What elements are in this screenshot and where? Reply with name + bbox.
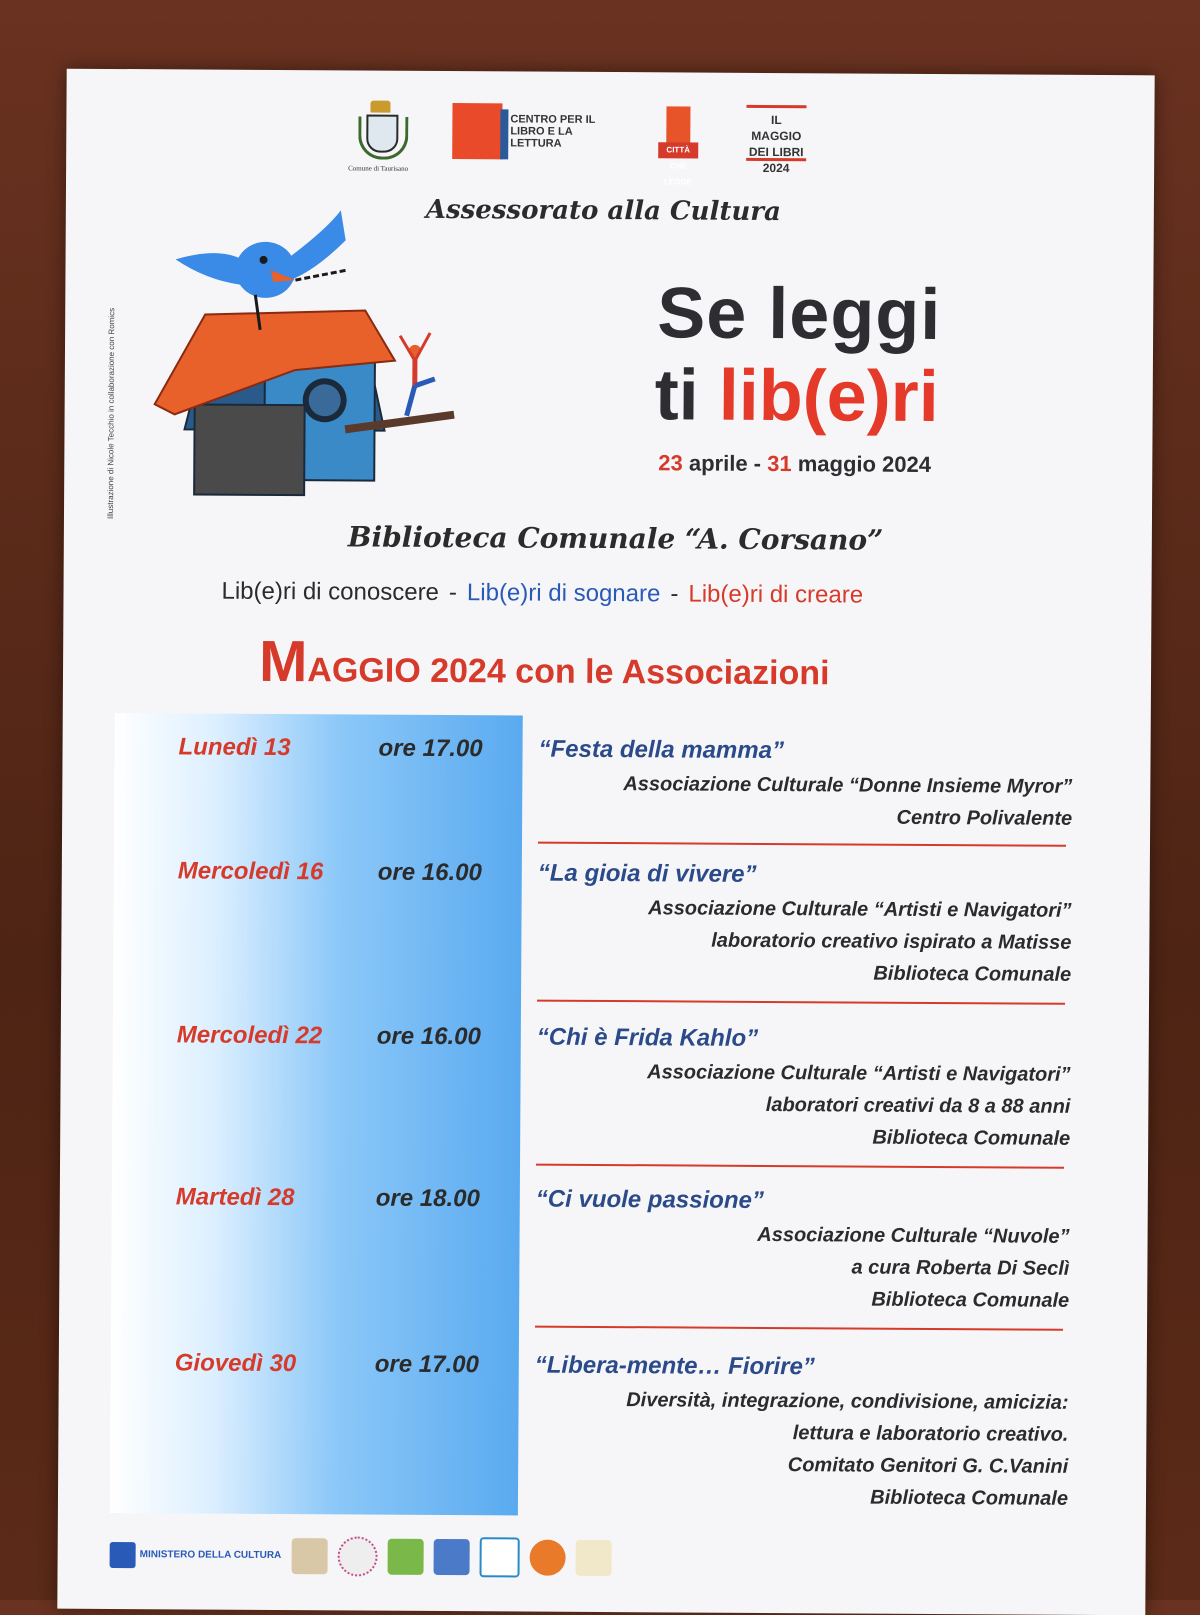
- event-day: Lunedì 13: [178, 733, 290, 762]
- school-logo: [479, 1537, 519, 1577]
- event-divider: [537, 1000, 1065, 1005]
- citta-che-legge-logo: [658, 106, 698, 158]
- tagline-separator: -: [670, 580, 678, 607]
- event-detail-line: a cura Roberta Di Seclì: [757, 1251, 1069, 1285]
- event-detail-line: lettura e laboratorio creativo.: [626, 1416, 1069, 1451]
- biblioteca-logo: [291, 1538, 327, 1574]
- event-detail-line: Diversità, integrazione, condivisione, amicizia:: [626, 1384, 1069, 1419]
- event-divider: [538, 842, 1066, 847]
- event-item: [59, 1349, 1147, 1356]
- assessorato-label: Assessorato alla Cultura: [426, 195, 781, 227]
- heading-initial: M: [259, 629, 308, 694]
- event-detail-line: Comitato Genitori G. C.Vanini: [626, 1448, 1069, 1483]
- comune-crest-logo: [356, 100, 404, 160]
- event-details: [757, 1219, 1070, 1317]
- schedule-blue-panel: [110, 713, 523, 1515]
- event-details: [648, 892, 1072, 991]
- event-day: Mercoledì 22: [177, 1021, 323, 1050]
- donne-insieme-logo: [575, 1540, 611, 1576]
- event-item: [60, 1183, 1148, 1190]
- event-list: [67, 69, 1155, 76]
- event-time: ore 16.00: [377, 1023, 481, 1052]
- date-end-day: 31: [767, 451, 792, 476]
- poster-title-line1: Se leggi: [657, 272, 942, 356]
- event-poster: [57, 69, 1154, 1615]
- event-details: [647, 1056, 1071, 1155]
- partner-logos-top: [356, 100, 806, 163]
- date-start-rest: aprile -: [683, 450, 768, 476]
- heading-rest: AGGIO 2024 con le Associazioni: [307, 651, 829, 692]
- event-detail-line: Associazione Culturale “Artisti e Navigatori”: [647, 1056, 1071, 1091]
- event-divider: [536, 1164, 1064, 1169]
- ministero-text: MINISTERO DELLA CULTURA: [140, 1550, 282, 1561]
- event-details: [626, 1384, 1069, 1515]
- event-detail-line: laboratorio creativo ispirato a Matisse: [648, 924, 1072, 959]
- mic-icon: [110, 1542, 136, 1568]
- citta-logo-text: CITTÀ CHE LEGGE: [658, 142, 698, 158]
- event-day: Mercoledì 16: [178, 857, 324, 886]
- figure-icon: [400, 333, 436, 416]
- association-logo: [433, 1539, 469, 1575]
- event-title: “Ci vuole passione”: [536, 1186, 764, 1215]
- event-title: “La gioia di vivere”: [538, 860, 757, 889]
- date-end-rest: maggio 2024: [792, 451, 932, 477]
- tagline-creare: Lib(e)ri di creare: [688, 580, 863, 608]
- event-day: Giovedì 30: [175, 1349, 297, 1378]
- tower-icon: [658, 106, 698, 158]
- event-item: [61, 1021, 1149, 1028]
- event-time: ore 16.00: [378, 859, 482, 888]
- birdhouse-illustration: [144, 199, 466, 501]
- event-detail-line: Centro Polivalente: [623, 800, 1072, 835]
- comitato-genitori-logo: [337, 1536, 377, 1576]
- comune-caption: Comune di Taurisano: [348, 164, 408, 172]
- poster-title-line2: [654, 354, 938, 438]
- event-item: [63, 733, 1151, 740]
- date-start-day: 23: [658, 450, 683, 475]
- tagline-sognare: Lib(e)ri di sognare: [467, 579, 661, 607]
- association-logo: [529, 1540, 565, 1576]
- book-icon: [452, 103, 502, 159]
- event-detail-line: Associazione Culturale “Donne Insieme Myror”: [623, 768, 1072, 803]
- tagline: [221, 578, 863, 610]
- crest-icon: [356, 100, 404, 160]
- event-detail-line: laboratori creativi da 8 a 88 anni: [647, 1088, 1071, 1123]
- illustration-credit: Illustrazione di Nicole Tecchio in collaborazione con Romics: [106, 229, 117, 519]
- partner-logos-bottom: [110, 1535, 612, 1578]
- event-time: ore 18.00: [376, 1185, 480, 1214]
- event-title: “Chi è Frida Kahlo”: [537, 1024, 759, 1053]
- event-detail-line: Associazione Culturale “Artisti e Navigatori”: [648, 892, 1072, 927]
- event-detail-line: Biblioteca Comunale: [648, 956, 1072, 991]
- program-heading: [259, 628, 830, 698]
- event-detail-line: Associazione Culturale “Nuvole”: [757, 1219, 1069, 1253]
- tagline-conoscere: Lib(e)ri di conoscere: [221, 578, 439, 606]
- event-detail-line: Biblioteca Comunale: [626, 1480, 1069, 1515]
- title-highlight: lib(e)ri: [718, 356, 939, 437]
- event-day: Martedì 28: [176, 1183, 295, 1212]
- library-name: Biblioteca Comunale “A. Corsano”: [348, 520, 884, 556]
- maggio-libri-logo: [746, 105, 806, 161]
- event-detail-line: Biblioteca Comunale: [647, 1120, 1071, 1155]
- event-detail-line: Biblioteca Comunale: [757, 1283, 1069, 1317]
- ministero-cultura-logo: [110, 1542, 282, 1569]
- title-prefix: ti: [654, 355, 718, 435]
- event-dates: [658, 450, 931, 478]
- maggio-logo-text: IL MAGGIO DEI LIBRI 2024: [746, 105, 806, 161]
- event-time: ore 17.00: [378, 735, 482, 764]
- association-logo: [387, 1539, 423, 1575]
- tagline-separator: -: [449, 579, 457, 606]
- centro-libro-logo: [452, 103, 610, 160]
- event-divider: [535, 1326, 1063, 1331]
- event-item: [62, 857, 1150, 864]
- centro-logo-text: CENTRO PER IL LIBRO E LA LETTURA: [510, 113, 610, 150]
- event-details: [623, 768, 1072, 835]
- event-title: “Libera-mente… Fiorire”: [535, 1352, 815, 1382]
- event-time: ore 17.00: [375, 1351, 479, 1380]
- event-title: “Festa della mamma”: [538, 736, 784, 765]
